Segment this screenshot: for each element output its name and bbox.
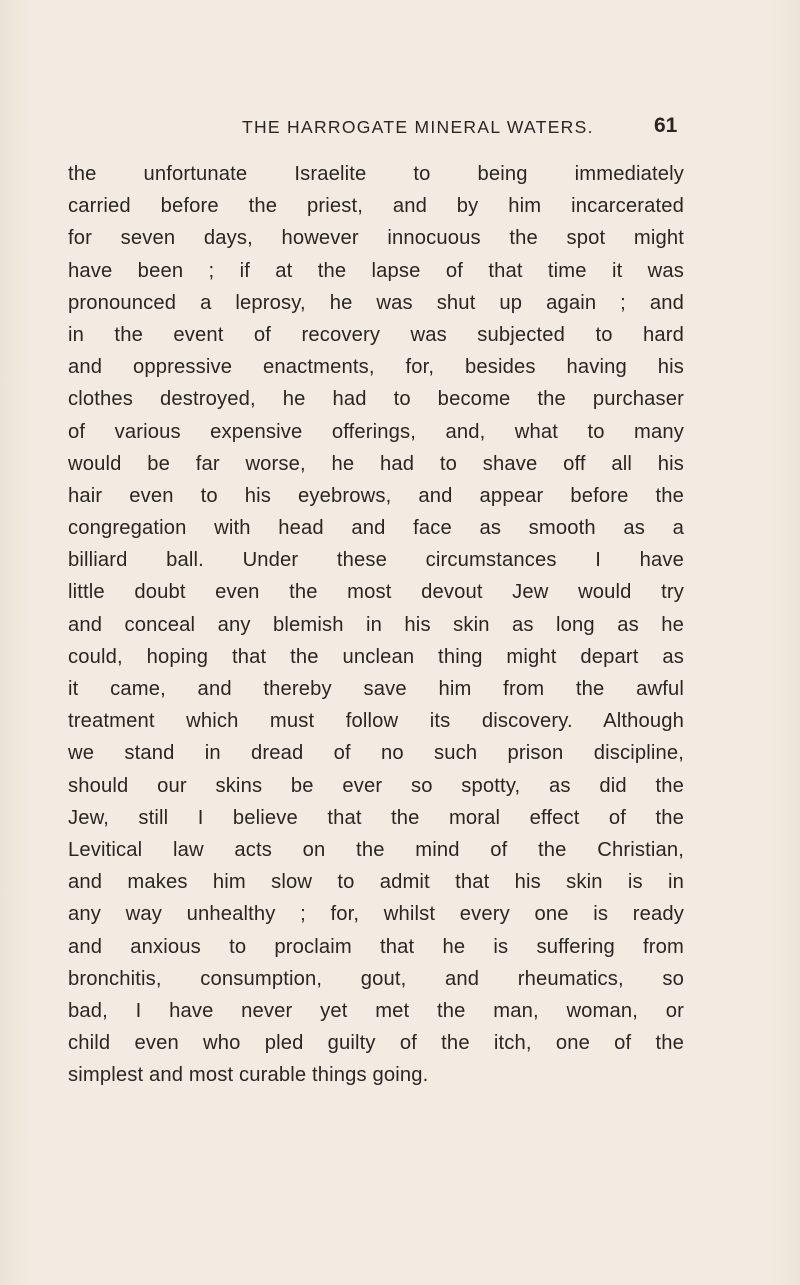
text-line: bronchitis, consumption, gout, and rheumatics, so xyxy=(68,967,684,990)
text-line: the unfortunate Israelite to being immediately xyxy=(68,163,684,185)
text-line: in the event of recovery was subjected to hard xyxy=(68,323,684,346)
body-text xyxy=(68,158,684,1091)
page-number: 61 xyxy=(654,114,678,137)
text-line: and anxious to proclaim that he is suffering from xyxy=(68,935,684,958)
text-line: we stand in dread of no such prison discipline, xyxy=(68,742,684,765)
text-line: bad, I have never yet met the man, woman, or xyxy=(68,999,684,1022)
text-line: pronounced a leprosy, he was shut up again ; and xyxy=(68,291,684,314)
page-header xyxy=(0,112,800,142)
text-line: treatment which must follow its discovery. Although xyxy=(68,710,684,733)
text-line: would be far worse, he had to shave off all his xyxy=(68,452,684,475)
text-line-last: simplest and most curable things going. xyxy=(68,1064,429,1087)
text-line: it came, and thereby save him from the awful xyxy=(68,678,684,700)
running-head: THE HARROGATE MINERAL WATERS. xyxy=(242,117,594,137)
text-line: of various expensive offerings, and, what to many xyxy=(68,420,684,443)
text-line: Jew, still I believe that the moral effect of the xyxy=(68,806,684,829)
text-line: should our skins be ever so spotty, as did the xyxy=(68,774,684,797)
text-line: child even who pled guilty of the itch, one of the xyxy=(68,1032,684,1055)
text-line: hair even to his eyebrows, and appear before the xyxy=(68,484,684,507)
text-line: could, hoping that the unclean thing might depart as xyxy=(68,645,684,668)
text-line: billiard ball. Under these circumstances I have xyxy=(68,549,684,572)
text-line: and makes him slow to admit that his skin is in xyxy=(68,871,684,894)
text-line: clothes destroyed, he had to become the purchaser xyxy=(68,388,684,411)
text-line: and oppressive enactments, for, besides having his xyxy=(68,356,684,379)
text-line: any way unhealthy ; for, whilst every one is ready xyxy=(68,903,684,926)
text-line: have been ; if at the lapse of that time it was xyxy=(68,259,684,282)
text-line: for seven days, however innocuous the spot might xyxy=(68,227,684,250)
text-line: little doubt even the most devout Jew would try xyxy=(68,581,684,604)
text-line: carried before the priest, and by him incarcerated xyxy=(68,195,684,218)
text-line: congregation with head and face as smooth as a xyxy=(68,517,684,540)
text-line: and conceal any blemish in his skin as long as he xyxy=(68,613,684,636)
text-line: Levitical law acts on the mind of the Christian, xyxy=(68,838,684,861)
